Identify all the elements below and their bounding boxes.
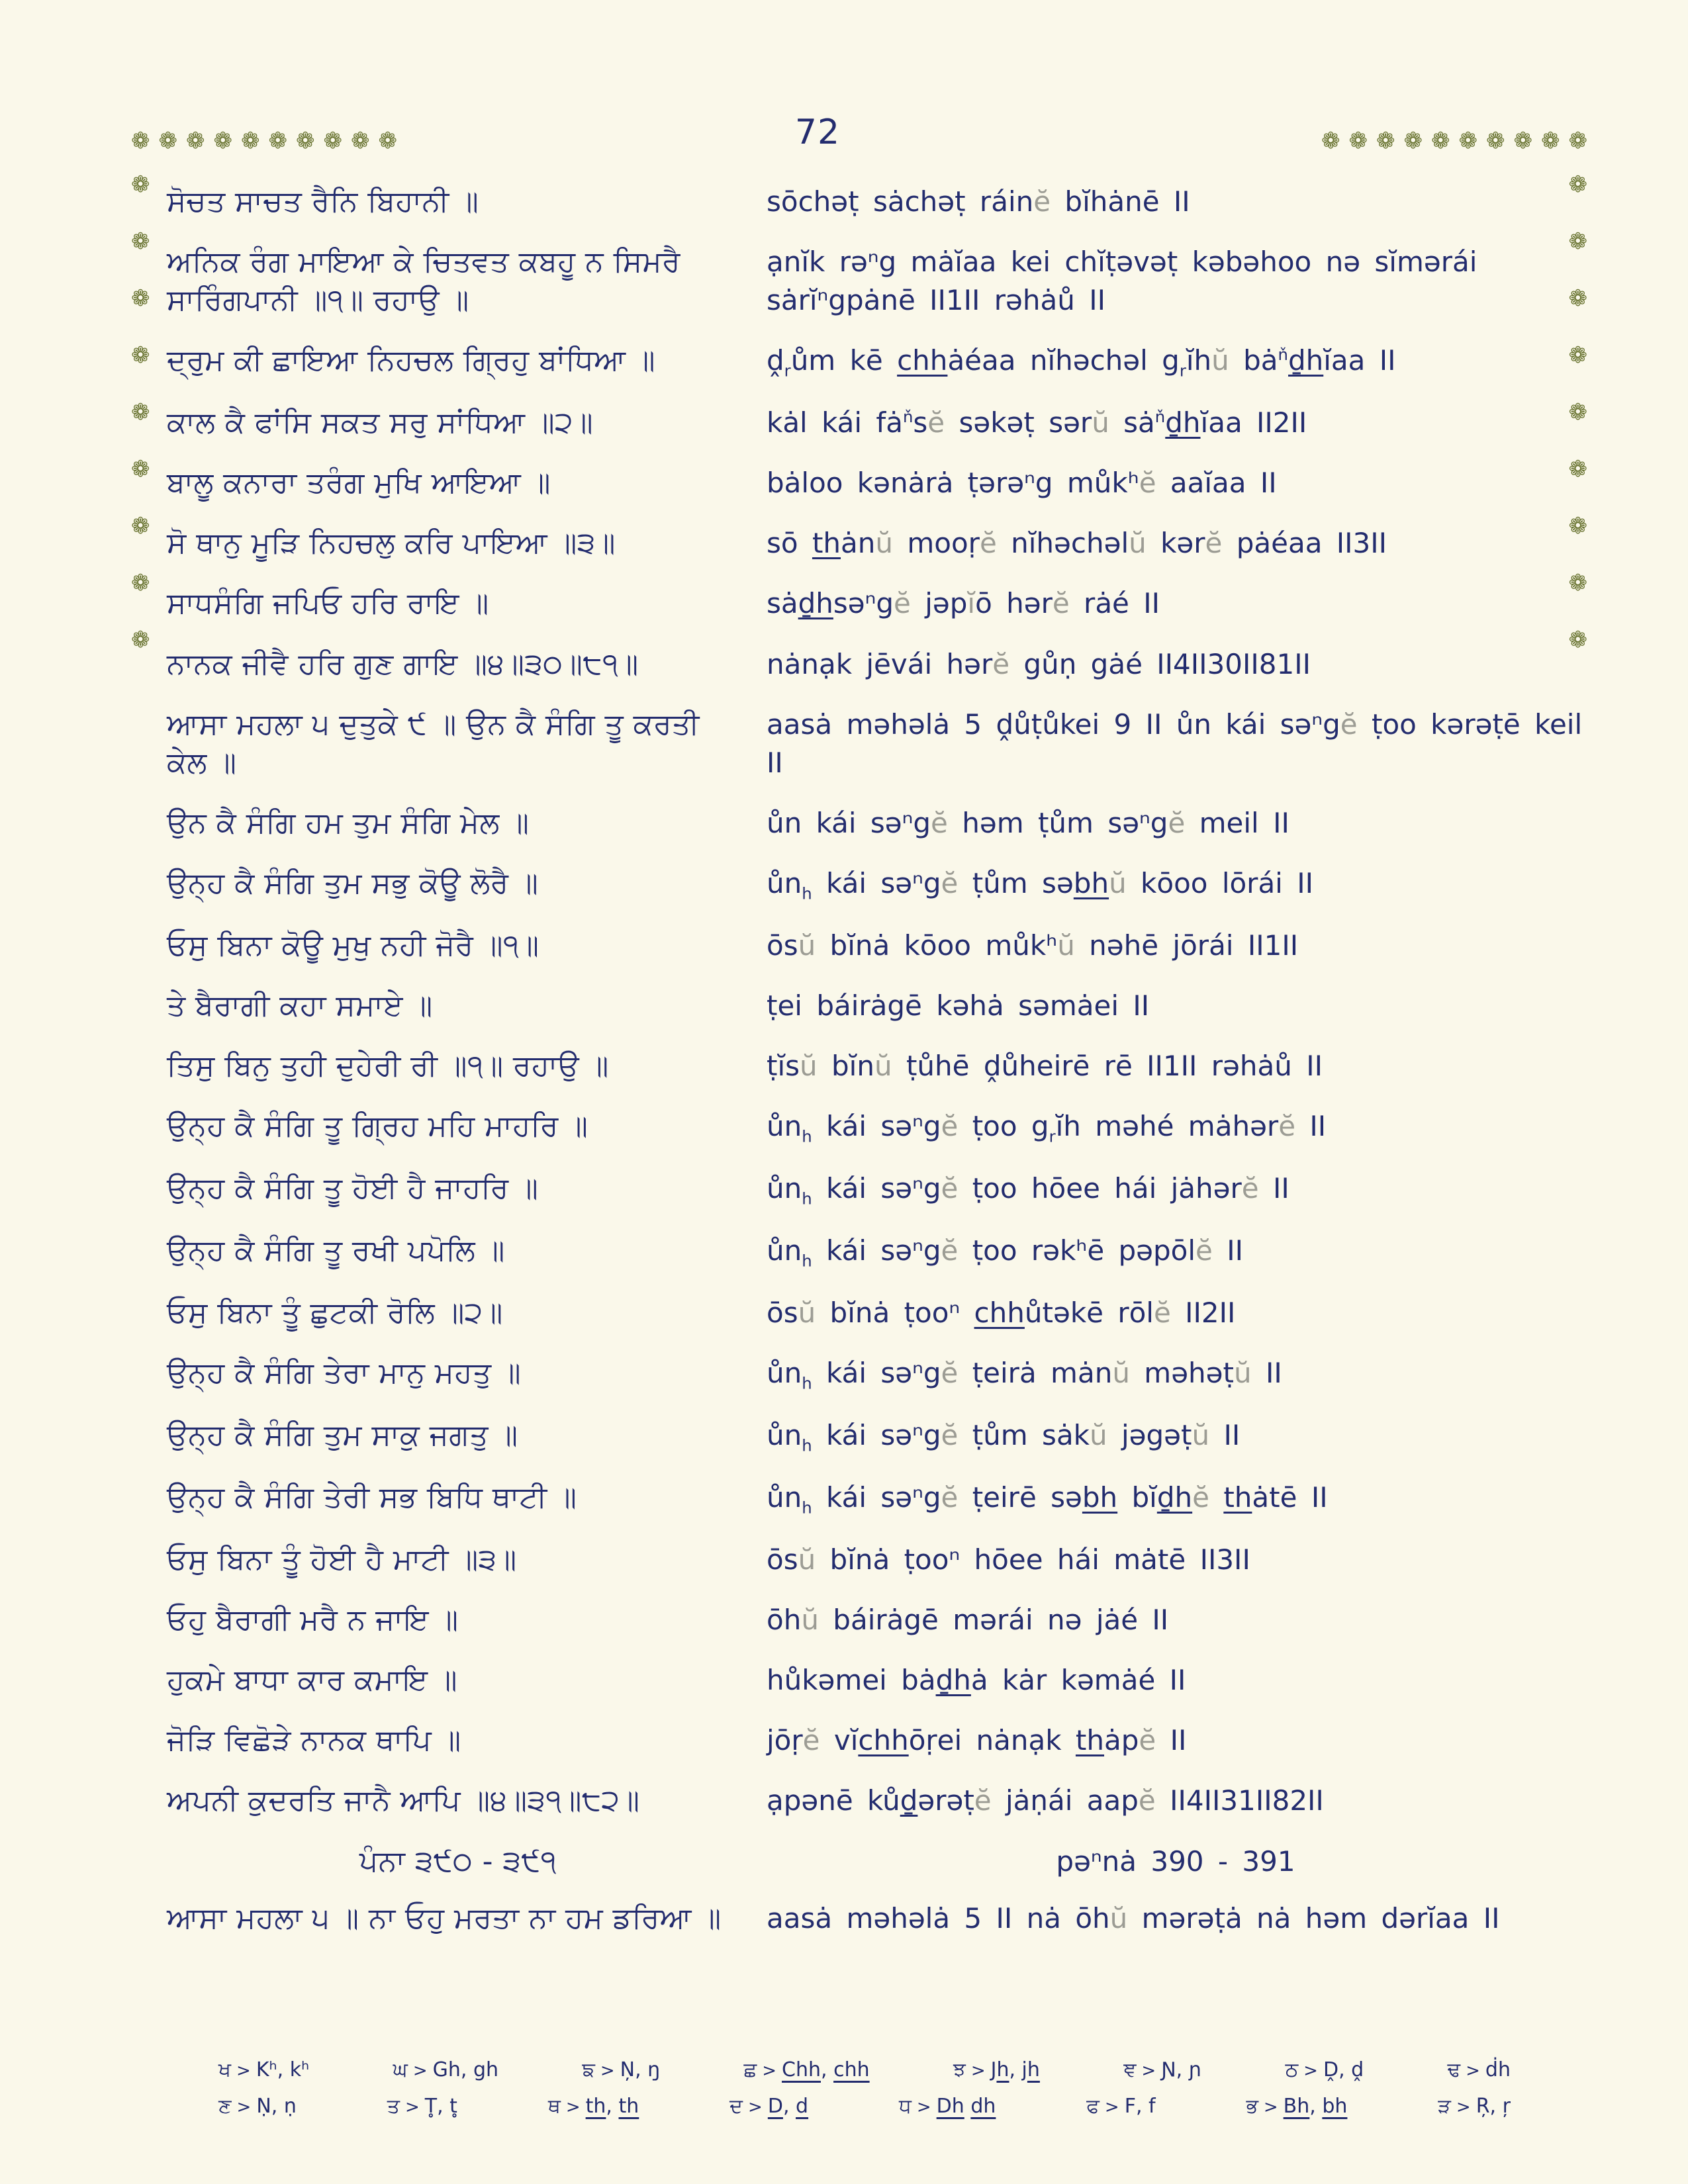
flower-icon: ❁ — [1541, 128, 1560, 154]
gurmukhi-text: ਉਨ੍ਹ ਕੈ ਸੰਗਿ ਤੇਰਾ ਮਾਨੁ ਮਹਤੁ ॥ — [167, 1356, 522, 1390]
gurmukhi-text: ਹੁਕਮੇ ਬਾਧਾ ਕਾਰ ਕਮਾਇ ॥ — [167, 1663, 458, 1698]
transliteration-text: ṭĭsŭ bĭnŭ ṭůhē ḓůheirē rē II1II rəhȧů II — [767, 1050, 1323, 1083]
legend-arrow: > — [600, 2061, 615, 2081]
legend-cell — [218, 2095, 297, 2118]
legend-arrow: > — [1456, 2097, 1471, 2117]
verse-row — [167, 1354, 1585, 1394]
legend-gurmukhi-letter: ਣ — [218, 2095, 232, 2118]
gurmukhi-text: ਕਾਲ ਕੈ ਫਾਂਸਿ ਸਕਤ ਸਰੁ ਸਾਂਧਿਆ ॥੨॥ — [167, 406, 594, 440]
legend-latin: Ɲ, ɲ — [1161, 2058, 1202, 2081]
verse-row — [167, 464, 1585, 502]
gurmukhi-text: ਓਸੁ ਬਿਨਾ ਤੂੰ ਹੋਈ ਹੈ ਮਾਟੀ ॥੩॥ — [167, 1543, 517, 1577]
transliteration-text: $ůn_h$ kái səⁿgĕ ṭoo hōee hái jȧhərĕ II — [767, 1172, 1289, 1208]
transliteration-text: $ůn_h$ kái səⁿgĕ ṭům sȧkŭ jəgəṭŭ II — [767, 1419, 1241, 1455]
flower-icon: ❁ — [1568, 128, 1587, 154]
flower-icon: ❁ — [131, 228, 150, 255]
page-ref-row — [167, 1843, 1585, 1881]
verse-row — [167, 1661, 1585, 1700]
legend-cell — [1246, 2095, 1347, 2118]
legend — [218, 2058, 1511, 2118]
legend-cell — [953, 2058, 1040, 2081]
legend-gurmukhi-letter: ਫ — [1086, 2095, 1100, 2118]
transliteration-text: ōsŭ bĭnȧ kōoo můkʰŭ nəhē jōrái II1II — [767, 929, 1299, 962]
legend-cell — [393, 2058, 499, 2081]
legend-gurmukhi-letter: ੜ — [1438, 2095, 1451, 2118]
gurmukhi-text: ਉਨ ਕੈ ਸੰਗਿ ਹਮ ਤੁਮ ਸੰਗਿ ਮੇਲ ॥ — [167, 805, 530, 840]
flower-icon: ❁ — [268, 128, 287, 154]
gurmukhi-text: ਪੰਨਾ ੩੯੦ - ੩੯੧ — [359, 1844, 557, 1878]
legend-gurmukhi-letter: ਖ — [218, 2058, 232, 2081]
legend-latin: D, d — [767, 2095, 809, 2118]
verse-row — [167, 524, 1585, 563]
flower-icon: ❁ — [241, 128, 260, 154]
verse-row — [167, 1169, 1585, 1210]
gurmukhi-text: ਅਪਨੀ ਕੁਦਰਤਿ ਜਾਨੈ ਆਪਿ ॥੪॥੩੧॥੮੨॥ — [167, 1784, 640, 1818]
transliteration-text: ṭei báirȧgē kəhȧ səmȧei II — [767, 989, 1150, 1022]
flower-icon: ❁ — [1458, 128, 1477, 154]
flower-icon: ❁ — [131, 570, 150, 596]
gurmukhi-text: ਉਨ੍ਹ ਕੈ ਸੰਗਿ ਤੁਮ ਸਭੁ ਕੋਊ ਲੋਰੈ ॥ — [167, 866, 539, 900]
legend-cell — [1438, 2095, 1511, 2118]
verse-row — [167, 1107, 1585, 1148]
legend-gurmukhi-letter: ਠ — [1285, 2058, 1299, 2081]
legend-arrow: > — [565, 2097, 581, 2117]
gurmukhi-text: ਬਾਲੂ ਕਨਾਰਾ ਤਰੰਗ ਮੁਖਿ ਆਇਆ ॥ — [167, 466, 551, 500]
flower-icon: ❁ — [158, 128, 177, 154]
flower-border-left — [131, 173, 150, 651]
verse-row — [167, 1899, 1585, 1938]
legend-latin: Ŗ, ŗ — [1476, 2095, 1511, 2118]
legend-gurmukhi-letter: ਭ — [1246, 2095, 1258, 2118]
transliteration-text: $ůn_h$ kái səⁿgĕ ṭoo rəkʰē pəpōlĕ II — [767, 1234, 1244, 1271]
gurmukhi-text: ਤੇ ਬੈਰਾਗੀ ਕਹਾ ਸਮਾਏ ॥ — [167, 988, 433, 1023]
flower-icon: ❁ — [1568, 285, 1587, 312]
legend-arrow: > — [412, 2061, 428, 2081]
gurmukhi-text: ਦ੍ਰੁਮ ਕੀ ਛਾਇਆ ਨਿਹਚਲ ਗ੍ਰਿਹੁ ਬਾਂਧਿਆ ॥ — [167, 343, 656, 378]
transliteration-text: ḓ$_r$ům kē chhȧéaa nĭhəchəl $g_rĭhŭ$ $bȧ^ňḏhĭaa$ II — [767, 344, 1396, 381]
verse-row — [167, 341, 1585, 382]
gurmukhi-text: ਓਹੁ ਬੈਰਾਗੀ ਮਰੈ ਨ ਜਾਇ ॥ — [167, 1603, 459, 1637]
gurmukhi-text: ਆਸਾ ਮਹਲਾ ੫ ਦੁਤੁਕੇ ੯ ॥ ਉਨ ਕੈ ਸੰਗਿ ਤੂ ਕਰਤੀ ਕੇਲ ॥ — [167, 707, 700, 780]
verse-row — [167, 927, 1585, 965]
verse-row — [167, 864, 1585, 905]
transliteration-text: ůn kái səⁿgĕ həm ṭům səⁿgĕ meil II — [767, 806, 1289, 839]
flower-icon: ❁ — [131, 513, 150, 539]
transliteration-text: $ůn_h$ kái səⁿgĕ ṭeirȧ mȧnŭ məhəṭŭ II — [767, 1357, 1282, 1393]
page-number: 72 — [794, 113, 841, 152]
gurmukhi-text: ਸਾਧਸੰਗਿ ਜਪਿਓ ਹਰਿ ਰਾਇ ॥ — [167, 586, 489, 621]
verse-row — [167, 705, 1585, 782]
legend-latin: Ņ, ŋ — [620, 2058, 661, 2081]
legend-cell — [1448, 2058, 1511, 2081]
flower-icon: ❁ — [1486, 128, 1505, 154]
legend-cell — [1285, 2058, 1364, 2081]
legend-gurmukhi-letter: ਢ — [1447, 2058, 1461, 2081]
gurmukhi-text: ਸੋਚਤ ਸਾਚਤ ਰੈਨਿ ਬਿਹਾਨੀ ॥ — [167, 185, 479, 218]
transliteration-text: pəⁿnȧ 390 - 391 — [1056, 1844, 1295, 1878]
legend-gurmukhi-letter: ਥ — [547, 2095, 561, 2118]
legend-latin: Dh dh — [936, 2095, 996, 2118]
verse-row — [167, 584, 1585, 623]
gurmukhi-text: ਅਨਿਕ ਰੰਗ ਮਾਇਆ ਕੇ ਚਿਤਵਤ ਕਬਹੂ ਨ ਸਿਮਰੈ ਸਾਰਿੰਗਪਾਨੀ ॥੧॥ ਰਹਾਉ ॥ — [167, 245, 680, 318]
legend-gurmukhi-letter: ਙ — [582, 2058, 595, 2081]
legend-gurmukhi-letter: ਘ — [393, 2058, 408, 2081]
legend-gurmukhi-letter: ਤ — [387, 2095, 400, 2118]
flower-icon: ❁ — [296, 128, 315, 154]
verse-row — [167, 1541, 1585, 1579]
gurmukhi-text: ਓਸੁ ਬਿਨਾ ਕੋਊ ਮੁਖੁ ਨਹੀ ਜੋਰੈ ॥੧॥ — [167, 928, 539, 962]
gurmukhi-text: ਉਨ੍ਹ ਕੈ ਸੰਗਿ ਤੁਮ ਸਾਕੁ ਜਗਤੁ ॥ — [167, 1418, 518, 1453]
gurmukhi-text: ਸੋ ਥਾਨੁ ਮੂੜਿ ਨਿਹਚਲੁ ਕਰਿ ਪਾਇਆ ॥੩॥ — [167, 526, 616, 561]
legend-cell — [218, 2058, 309, 2081]
legend-latin: ḋh — [1485, 2058, 1511, 2081]
legend-cell — [729, 2095, 808, 2118]
flower-icon: ❁ — [1513, 128, 1532, 154]
transliteration-text: $ůn_h$ kái səⁿgĕ ṭeirē səbh bĭḏhĕ thȧtē II — [767, 1481, 1328, 1518]
legend-row — [218, 2095, 1511, 2118]
flower-icon: ❁ — [131, 399, 150, 426]
flower-icon: ❁ — [1321, 128, 1340, 154]
transliteration-text: kȧl kái $fȧ^ňsĕ$ səkəṭ sərŭ $sȧ^ňḏhĭaa$ II2II — [767, 406, 1307, 439]
transliteration-text: ạnĭk rəⁿg mȧĭaa kei chĭṭəvəṭ kəbəhoo nə sĭmərái sȧrĭⁿgpȧnē II1II rəhȧů II — [767, 246, 1477, 317]
transliteration-text: ōsŭ bĭnȧ ṭooⁿ hōee hái mȧtē II3II — [767, 1543, 1250, 1576]
verse-row — [167, 1047, 1585, 1085]
verse-row — [167, 1479, 1585, 1519]
legend-arrow: > — [1104, 2097, 1119, 2117]
legend-latin: Kʰ, kʰ — [256, 2058, 310, 2081]
gurmukhi-text: ਓਸੁ ਬਿਨਾ ਤੂੰ ਛੁਟਕੀ ਰੋਲਿ ॥੨॥ — [167, 1296, 503, 1330]
legend-arrow: > — [1466, 2061, 1480, 2081]
flower-icon: ❁ — [131, 171, 150, 198]
transliteration-text: $ůn_h$ kái səⁿgĕ ṭoo $g_rĭh$ məhé mȧhərĕ II — [767, 1110, 1327, 1146]
legend-latin: Ṇ, ṇ — [256, 2095, 297, 2118]
legend-arrow: > — [916, 2097, 931, 2117]
flower-icon: ❁ — [1348, 128, 1368, 154]
transliteration-text: ōsŭ bĭnȧ ṭooⁿ chhůtəkē rōlĕ II2II — [767, 1297, 1236, 1330]
legend-cell — [1086, 2095, 1155, 2118]
legend-arrow: > — [748, 2097, 763, 2117]
gurmukhi-text: ਆਸਾ ਮਹਲਾ ੫ ॥ ਨਾ ਓਹੁ ਮਰਤਾ ਨਾ ਹਮ ਡਰਿਆ ॥ — [167, 1901, 722, 1935]
transliteration-text: sōchəṭ sȧchəṭ ráinĕ bĭhȧnē II — [767, 185, 1190, 218]
transliteration-text: aasȧ məhəlȧ 5 II nȧ ōhŭ mərəṭȧ nȧ həm dərĭaa II — [767, 1901, 1500, 1934]
flower-icon: ❁ — [131, 128, 150, 154]
gurmukhi-text: ਨਾਨਕ ਜੀਵੈ ਹਰਿ ਗੁਣ ਗਾਇ ॥੪॥੩੦॥੮੧॥ — [167, 647, 639, 681]
legend-latin: Bh, bh — [1283, 2095, 1348, 2118]
flower-icon: ❁ — [1568, 228, 1587, 255]
flower-icon: ❁ — [1568, 171, 1587, 198]
legend-latin: th, th — [585, 2095, 639, 2118]
legend-latin: T̥, t̥ — [424, 2095, 457, 2118]
verse-row — [167, 243, 1585, 320]
legend-cell — [548, 2095, 639, 2118]
transliteration-text: nȧnạk jēvái hərĕ gůṇ gȧé II4II30II81II — [767, 647, 1311, 680]
flower-icon: ❁ — [131, 627, 150, 653]
flower-icon: ❁ — [186, 128, 205, 154]
gurmukhi-text: ਉਨ੍ਹ ਕੈ ਸੰਗਿ ਤੂ ਹੋਈ ਹੈ ਜਾਹਰਿ ॥ — [167, 1171, 539, 1206]
legend-cell — [582, 2058, 660, 2081]
legend-row — [218, 2058, 1511, 2081]
verse-row — [167, 804, 1585, 842]
transliteration-text: hůkəmei bȧḏhȧ kȧr kəmȧé II — [767, 1664, 1186, 1697]
verse-row — [167, 987, 1585, 1025]
gurmukhi-text: ਉਨ੍ਹ ਕੈ ਸੰਗਿ ਤੂ ਗ੍ਰਿਹ ਮਹਿ ਮਾਹਰਿ ॥ — [167, 1109, 588, 1144]
transliteration-text: jōṛĕ vĭchhōṛei nȧnạk thȧpĕ II — [767, 1724, 1187, 1757]
legend-arrow: > — [1263, 2097, 1278, 2117]
legend-arrow: > — [404, 2097, 420, 2117]
flower-icon: ❁ — [213, 128, 232, 154]
transliteration-text: ōhŭ báirȧgē mərái nə jȧé II — [767, 1604, 1169, 1637]
verse-list — [167, 183, 1585, 1960]
legend-cell — [899, 2095, 996, 2118]
transliteration-text: sō thȧnŭ mooṛĕ nĭhəchəlŭ kərĕ pȧéaa II3II — [767, 527, 1387, 560]
verse-row — [167, 1601, 1585, 1639]
legend-arrow: > — [1303, 2061, 1318, 2081]
legend-arrow: > — [970, 2061, 986, 2081]
legend-latin: Jh, jh — [990, 2058, 1040, 2081]
legend-arrow: > — [762, 2061, 777, 2081]
gurmukhi-text: ਉਨ੍ਹ ਕੈ ਸੰਗਿ ਤੇਰੀ ਸਭ ਬਿਧਿ ਥਾਟੀ ॥ — [167, 1480, 577, 1515]
flower-icon: ❁ — [1403, 128, 1423, 154]
verse-row — [167, 1782, 1585, 1820]
legend-arrow: > — [236, 2097, 252, 2117]
legend-gurmukhi-letter: ਧ — [898, 2095, 912, 2118]
verse-row — [167, 183, 1585, 221]
legend-arrow: > — [236, 2061, 251, 2081]
flower-icon: ❁ — [1568, 456, 1587, 482]
flower-icon: ❁ — [1568, 627, 1587, 653]
legend-latin: Gh, gh — [432, 2058, 499, 2081]
flower-icon: ❁ — [1568, 570, 1587, 596]
transliteration-text: ạpənē kůḏərəṭĕ jȧṇái aapĕ II4II31II82II — [767, 1784, 1324, 1817]
verse-row — [167, 1232, 1585, 1272]
transliteration-text: bȧloo kənȧrȧ ṭərəⁿg můkʰĕ aaĭaa II — [767, 467, 1277, 500]
legend-latin: F, f — [1124, 2095, 1156, 2118]
flower-icon: ❁ — [378, 128, 397, 154]
legend-cell — [387, 2095, 457, 2118]
flower-icon: ❁ — [131, 285, 150, 312]
legend-gurmukhi-letter: ਞ — [1123, 2058, 1137, 2081]
transliteration-text: aasȧ məhəlȧ 5 ḓůṭůkei 9 II ůn kái səⁿgĕ ṭoo kərəṭē keil II — [767, 707, 1583, 779]
legend-latin: Chh, chh — [782, 2058, 870, 2081]
gurmukhi-text: ਤਿਸੁ ਬਿਨੁ ਤੁਹੀ ਦੁਹੇਰੀ ਰੀ ॥੧॥ ਰਹਾਉ ॥ — [167, 1049, 609, 1083]
flower-icon: ❁ — [131, 456, 150, 482]
legend-gurmukhi-letter: ਝ — [953, 2058, 966, 2081]
flower-icon: ❁ — [1431, 128, 1450, 154]
legend-arrow: > — [1141, 2061, 1156, 2081]
gurmukhi-text: ਉਨ੍ਹ ਕੈ ਸੰਗਿ ਤੂ ਰਖੀ ਪਪੋਲਿ ॥ — [167, 1234, 505, 1268]
verse-row — [167, 645, 1585, 684]
flower-border-top-right — [1321, 130, 1587, 152]
legend-gurmukhi-letter: ਦ — [729, 2095, 743, 2118]
transliteration-text: $ůn_h$ kái səⁿgĕ ṭům səbhŭ kōoo lōrái II — [767, 866, 1313, 903]
transliteration-text: sȧḏhsəⁿgĕ jəpĭō hərĕ rȧé II — [767, 587, 1160, 620]
verse-row — [167, 1294, 1585, 1332]
gurmukhi-text: ਜੋੜਿ ਵਿਛੋੜੇ ਨਾਨਕ ਥਾਪਿ ॥ — [167, 1723, 461, 1758]
verse-row — [167, 1721, 1585, 1760]
legend-cell — [744, 2058, 870, 2081]
verse-row — [167, 1416, 1585, 1457]
flower-icon: ❁ — [1568, 399, 1587, 426]
flower-icon: ❁ — [1568, 513, 1587, 539]
legend-gurmukhi-letter: ਛ — [743, 2058, 757, 2081]
flower-icon: ❁ — [351, 128, 370, 154]
flower-icon: ❁ — [1376, 128, 1395, 154]
legend-cell — [1123, 2058, 1201, 2081]
flower-icon: ❁ — [131, 342, 150, 369]
flower-border-top-left — [131, 130, 397, 152]
verse-row — [167, 404, 1585, 442]
flower-icon: ❁ — [323, 128, 342, 154]
legend-latin: Ḓ, ḓ — [1323, 2058, 1364, 2081]
flower-icon: ❁ — [1568, 342, 1587, 369]
